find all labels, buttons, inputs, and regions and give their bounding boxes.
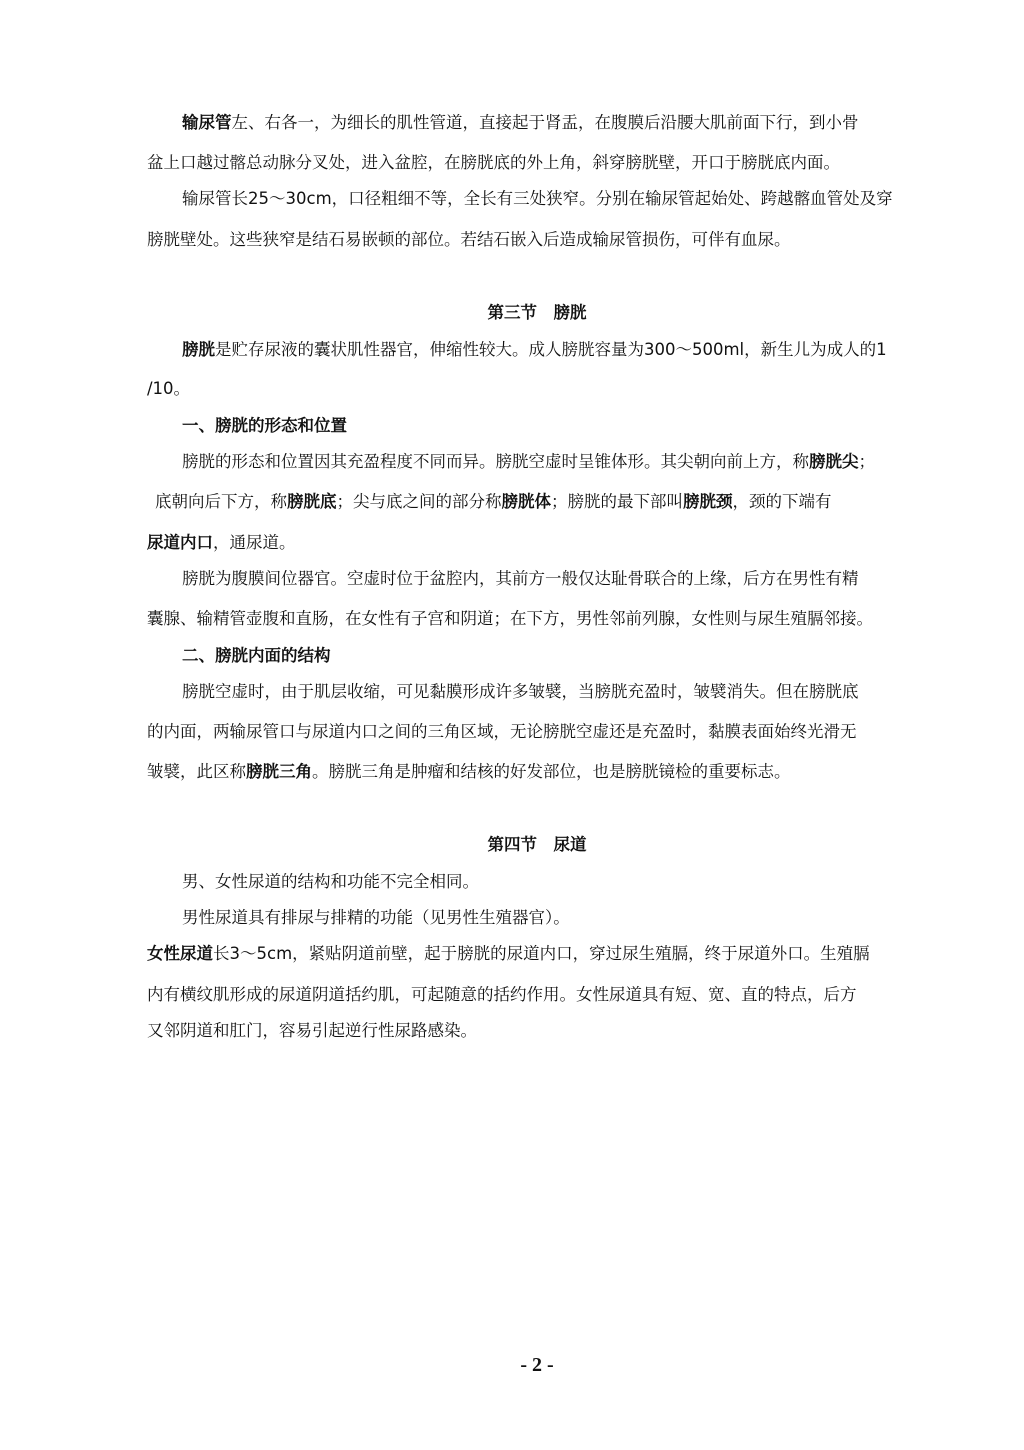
inner-line1: 膀胱空虚时，由于肌层收缩，可见黏膜形成许多皱襞，当膀胱充盈时，皱襞消失。但在膀胱底 bbox=[182, 682, 859, 701]
ureter-p2-line1: 输尿管长25～30cm，口径粗细不等，全长有三处狭窄。分别在输尿管起始处、跨越髂血管处及穿 bbox=[182, 189, 893, 208]
ureter-p1-line2: 盆上口越过髂总动脉分叉处，进入盆腔，在膀胱底的外上角，斜穿膀胱壁，开口于膀胱底内面。 bbox=[147, 153, 840, 172]
female-urethra-line2: 内有横纹肌形成的尿道阴道括约肌，可起随意的括约作用。女性尿道具有短、宽、直的特点，后方 bbox=[147, 985, 857, 1004]
shape-line2: 底朝向后下方，称膀胱底；尖与底之间的部分称膀胱体；膀胱的最下部叫膀胱颈，颈的下端有 bbox=[155, 492, 832, 511]
urethra-p1: 男、女性尿道的结构和功能不完全相同。 bbox=[182, 872, 479, 891]
subheading-shape-position: 一、膀胱的形态和位置 bbox=[182, 416, 347, 435]
shape-line1: 膀胱的形态和位置因其充盈程度不同而异。膀胱空虚时呈锥体形。其尖朝向前上方，称膀胱尖； bbox=[182, 452, 875, 471]
term-bladder-neck: 膀胱颈 bbox=[683, 492, 733, 511]
term-internal-urethral-orifice: 尿道内口 bbox=[147, 533, 213, 552]
ureter-p2-line2: 膀胱壁处。这些狭窄是结石易嵌顿的部位。若结石嵌入后造成输尿管损伤，可伴有血尿。 bbox=[147, 230, 791, 249]
term-ureter: 输尿管 bbox=[182, 113, 232, 132]
inner-line2: 的内面，两输尿管口与尿道内口之间的三角区域，无论膀胱空虚还是充盈时，黏膜表面始终光滑无 bbox=[147, 722, 857, 741]
term-female-urethra: 女性尿道 bbox=[147, 944, 213, 963]
section-heading-urethra: 第四节 尿道 bbox=[487, 835, 587, 854]
page-number: - 2 - bbox=[520, 1354, 554, 1376]
position-line2: 囊腺、输精管壶腹和直肠，在女性有子宫和阴道；在下方，男性邻前列腺，女性则与尿生殖膈邻接。 bbox=[147, 609, 873, 628]
ureter-p1-line1: 输尿管左、右各一，为细长的肌性管道，直接起于肾盂，在腹膜后沿腰大肌前面下行，到小骨 bbox=[182, 113, 859, 132]
position-line1: 膀胱为腹膜间位器官。空虚时位于盆腔内，其前方一般仅达耻骨联合的上缘，后方在男性有精 bbox=[182, 569, 859, 588]
term-bladder-trigone: 膀胱三角 bbox=[246, 762, 312, 781]
term-bladder-apex: 膀胱尖 bbox=[809, 452, 859, 471]
term-bladder: 膀胱 bbox=[182, 340, 215, 359]
female-urethra-line1: 女性尿道长3～5cm，紧贴阴道前壁，起于膀胱的尿道内口，穿过尿生殖膈，终于尿道外口。生殖膈 bbox=[147, 944, 870, 963]
urethra-p2: 男性尿道具有排尿与排精的功能（见男性生殖器官）。 bbox=[182, 908, 570, 927]
female-urethra-line3: 又邻阴道和肛门，容易引起逆行性尿路感染。 bbox=[147, 1021, 477, 1040]
subheading-inner-structure: 二、膀胱内面的结构 bbox=[182, 646, 331, 665]
bladder-intro-line2: /10。 bbox=[147, 379, 191, 398]
term-bladder-body: 膀胱体 bbox=[501, 492, 551, 511]
term-bladder-fundus: 膀胱底 bbox=[287, 492, 337, 511]
section-heading-bladder: 第三节 膀胱 bbox=[487, 303, 587, 322]
shape-line3: 尿道内口，通尿道。 bbox=[147, 533, 296, 552]
bladder-intro-line1: 膀胱是贮存尿液的囊状肌性器官，伸缩性较大。成人膀胱容量为300～500ml，新生儿为成人的1 bbox=[182, 340, 887, 359]
inner-line3: 皱襞，此区称膀胱三角。膀胱三角是肿瘤和结核的好发部位，也是膀胱镜检的重要标志。 bbox=[147, 762, 791, 781]
